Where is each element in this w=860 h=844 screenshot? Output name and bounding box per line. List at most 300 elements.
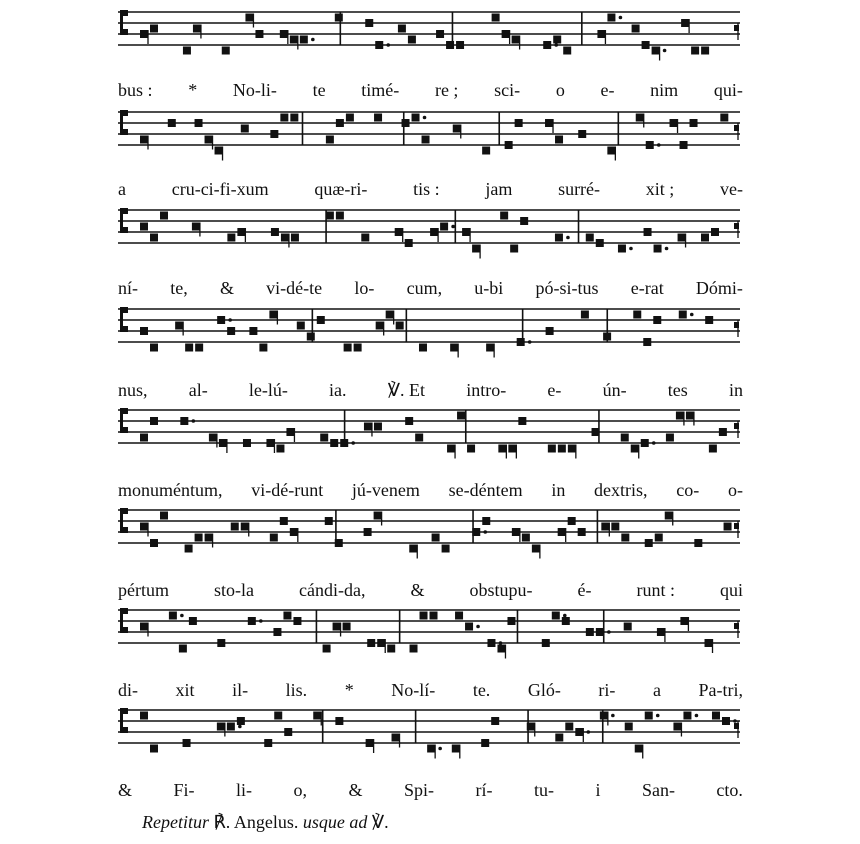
neume-note — [387, 645, 395, 653]
lyric-syllable: te — [312, 79, 326, 100]
neume-note — [701, 234, 709, 242]
neume-note — [720, 114, 728, 122]
neume-note — [645, 712, 653, 720]
neume-note — [558, 528, 566, 536]
neume-note — [603, 333, 611, 341]
neume-note — [193, 25, 201, 33]
mora-dot — [423, 116, 427, 120]
neume-note — [335, 717, 343, 725]
neume-note — [453, 125, 461, 133]
neume-note — [712, 712, 720, 720]
neume-note — [249, 327, 257, 335]
neume-note — [681, 19, 689, 27]
staff-4 — [0, 295, 860, 375]
neume-note — [666, 434, 674, 442]
neume-note — [276, 445, 284, 453]
neume-note — [140, 223, 148, 231]
neume-note — [336, 119, 344, 127]
neume-note — [565, 723, 573, 731]
neume-note — [465, 623, 473, 631]
neume-note — [722, 717, 730, 725]
neume-note — [227, 723, 235, 731]
neume-note — [457, 412, 465, 420]
mora-dot — [586, 730, 590, 734]
neume-note — [398, 25, 406, 33]
neume-note — [601, 523, 609, 531]
staff-7 — [0, 596, 860, 676]
neume-note — [542, 639, 550, 647]
neume-note — [427, 745, 435, 753]
lyric-syllable: ún- — [602, 379, 627, 400]
neume-note — [597, 30, 605, 38]
staff-5 — [0, 396, 860, 476]
lyric-syllable: a — [118, 178, 126, 199]
lyric-syllable: surré- — [558, 178, 601, 199]
neume-note — [670, 119, 678, 127]
mora-dot — [656, 714, 660, 718]
lyric-syllable: cum, — [406, 277, 443, 298]
lyric-syllable: in — [728, 379, 743, 400]
neume-note — [456, 41, 464, 49]
lyric-syllable: No-lí- — [391, 679, 436, 700]
neume-note — [644, 228, 652, 236]
neume-note — [705, 316, 713, 324]
neume-note — [446, 41, 454, 49]
lyric-syllable: é- — [577, 579, 592, 600]
neume-note — [150, 344, 158, 352]
neume-note — [255, 30, 263, 38]
mora-dot — [629, 247, 633, 251]
neume-note — [374, 114, 382, 122]
neume-note — [581, 311, 589, 319]
lyric-syllable: o- — [727, 479, 743, 500]
lyric-syllable: monuméntum, — [118, 479, 223, 500]
neume-note — [654, 245, 662, 253]
lyric-syllable: pó-si-tus — [535, 277, 599, 298]
lyric-syllable: bus : — [118, 79, 153, 100]
neume-note — [205, 136, 213, 144]
mora-dot — [663, 49, 667, 53]
neume-note — [578, 130, 586, 138]
neume-note — [290, 114, 298, 122]
neume-note — [633, 311, 641, 319]
lyric-syllable: cto. — [716, 779, 743, 800]
neume-note — [361, 234, 369, 242]
neume-note — [237, 717, 245, 725]
neume-note — [621, 534, 629, 542]
mora-dot — [351, 441, 355, 445]
neume-note — [520, 217, 528, 225]
lyric-syllable: il- — [232, 679, 249, 700]
neume-note — [522, 534, 530, 542]
lyric-syllable: nim — [650, 79, 679, 100]
neume-note — [546, 327, 554, 335]
neume-note — [160, 212, 168, 220]
neume-note — [169, 612, 177, 620]
lyric-syllable: & — [410, 579, 425, 600]
neume-note — [607, 14, 615, 22]
neume-note — [497, 645, 505, 653]
neume-note — [290, 528, 298, 536]
lyric-syllable: quæ-ri- — [314, 178, 368, 199]
mora-dot — [483, 530, 487, 534]
lyric-syllable: ia. — [329, 379, 347, 400]
staff-2 — [0, 98, 860, 178]
neume-note — [205, 534, 213, 542]
lyric-syllable: le-lú- — [248, 379, 288, 400]
neume-note — [283, 612, 291, 620]
neume-note — [512, 36, 520, 44]
neume-note — [548, 445, 556, 453]
neume-note — [498, 445, 506, 453]
neume-note — [293, 617, 301, 625]
neume-note — [545, 119, 553, 127]
lyric-syllable: vi-dé-runt — [251, 479, 324, 500]
mora-dot — [438, 747, 442, 751]
neume-note — [286, 428, 294, 436]
neume-note — [364, 528, 372, 536]
lyric-syllable: nus, — [118, 379, 148, 400]
neume-note — [217, 639, 225, 647]
neume-note — [168, 119, 176, 127]
neume-note — [645, 539, 653, 547]
neume-note — [555, 136, 563, 144]
neume-note — [447, 445, 455, 453]
neume-note — [192, 223, 200, 231]
neume-note — [330, 439, 338, 447]
mora-dot — [563, 614, 567, 618]
lyric-syllable: jú-venem — [351, 479, 420, 500]
lyric-syllable: in — [551, 479, 566, 500]
mora-dot — [451, 225, 455, 229]
neume-note — [618, 245, 626, 253]
lyric-syllable: Gló- — [527, 679, 561, 700]
neume-note — [492, 14, 500, 22]
neume-note — [487, 639, 495, 647]
neume-note — [500, 212, 508, 220]
neume-note — [215, 147, 223, 155]
neume-note — [326, 136, 334, 144]
neume-note — [209, 434, 217, 442]
lyric-syllable: tu- — [533, 779, 554, 800]
neume-note — [367, 639, 375, 647]
neume-note — [376, 322, 384, 330]
neume-note — [635, 745, 643, 753]
neume-note — [578, 528, 586, 536]
lyric-syllable: Spi- — [403, 779, 434, 800]
neume-note — [405, 239, 413, 247]
neume-note — [562, 617, 570, 625]
lyric-syllable: & — [219, 277, 234, 298]
neume-note — [701, 47, 709, 55]
neume-note — [517, 338, 525, 346]
neume-note — [231, 523, 239, 531]
neume-note — [680, 141, 688, 149]
lyric-syllable: tes — [667, 379, 688, 400]
lyric-syllable: ve- — [720, 178, 743, 199]
mora-dot — [665, 247, 669, 251]
repetition-rubric — [142, 812, 389, 833]
neume-note — [395, 228, 403, 236]
neume-note — [269, 311, 277, 319]
neume-note — [563, 47, 571, 55]
neume-note — [586, 234, 594, 242]
rubric-response-sign: ℟. — [213, 812, 231, 832]
lyric-syllable: Dómi- — [695, 277, 743, 298]
mora-dot — [566, 236, 570, 240]
lyric-syllable: rí- — [475, 779, 493, 800]
lyric-syllable: e- — [547, 379, 562, 400]
lyric-syllable: o, — [293, 779, 307, 800]
neume-note — [641, 439, 649, 447]
lyric-syllable: ní- — [118, 277, 138, 298]
neume-note — [280, 114, 288, 122]
neume-note — [365, 19, 373, 27]
neume-note — [621, 434, 629, 442]
neume-note — [436, 30, 444, 38]
rubric-verse-sign: ℣. — [371, 812, 389, 832]
neume-note — [336, 212, 344, 220]
mora-dot — [311, 38, 315, 42]
neume-note — [510, 245, 518, 253]
lyric-syllable: ri- — [598, 679, 616, 700]
neume-note — [364, 423, 372, 431]
neume-note — [402, 119, 410, 127]
neume-note — [552, 612, 560, 620]
neume-note — [140, 623, 148, 631]
lyric-syllable: xit ; — [645, 178, 675, 199]
neume-note — [657, 628, 665, 636]
neume-note — [297, 322, 305, 330]
neume-note — [410, 645, 418, 653]
neume-note — [636, 114, 644, 122]
mora-dot — [180, 614, 184, 618]
neume-note — [709, 445, 717, 453]
neume-note — [555, 234, 563, 242]
neume-note — [195, 119, 203, 127]
neume-note — [632, 25, 640, 33]
lyric-syllable: * — [344, 679, 354, 700]
neume-note — [679, 311, 687, 319]
neume-note — [491, 717, 499, 725]
neume-note — [217, 723, 225, 731]
neume-note — [150, 234, 158, 242]
mora-dot — [238, 725, 242, 729]
lyric-syllable: Fi- — [173, 779, 195, 800]
neume-note — [631, 445, 639, 453]
lyric-syllable: & — [118, 779, 133, 800]
neume-note — [518, 417, 526, 425]
lyric-syllable: te. — [472, 679, 491, 700]
neume-note — [160, 512, 168, 520]
mora-dot — [619, 16, 623, 20]
neume-note — [150, 539, 158, 547]
lyric-syllable: pértum — [118, 579, 169, 600]
neume-note — [420, 612, 428, 620]
neume-note — [185, 344, 193, 352]
neume-note — [386, 311, 394, 319]
mora-dot — [657, 143, 661, 147]
neume-note — [673, 723, 681, 731]
lyric-syllable: li- — [236, 779, 252, 800]
lyric-syllable: a — [652, 679, 661, 700]
neume-note — [462, 228, 470, 236]
neume-note — [642, 41, 650, 49]
mora-dot — [611, 714, 615, 718]
lyric-syllable: qui- — [713, 79, 743, 100]
lyric-syllable: * — [188, 79, 198, 100]
neume-note — [646, 141, 654, 149]
neume-note — [553, 36, 561, 44]
neume-note — [140, 712, 148, 720]
neume-note — [290, 36, 298, 44]
neume-note — [241, 523, 249, 531]
neume-note — [271, 228, 279, 236]
neume-note — [686, 412, 694, 420]
lyric-syllable: vi-dé-te — [266, 277, 323, 298]
neume-note — [652, 47, 660, 55]
neume-note — [482, 517, 490, 525]
neume-note — [219, 439, 227, 447]
rubric-usque-ad: usque ad — [302, 812, 368, 832]
neume-note — [415, 434, 423, 442]
neume-note — [377, 639, 385, 647]
neume-note — [586, 628, 594, 636]
neume-note — [527, 723, 535, 731]
mora-dot — [528, 340, 532, 344]
mora-dot — [499, 641, 503, 645]
neume-note — [259, 344, 267, 352]
neume-note — [396, 322, 404, 330]
lyric-syllable: cándi-da, — [299, 579, 366, 600]
neume-note — [691, 47, 699, 55]
neume-note — [600, 712, 608, 720]
neume-note — [307, 333, 315, 341]
lyric-syllable: re ; — [434, 79, 459, 100]
neume-note — [676, 412, 684, 420]
neume-note — [313, 712, 321, 720]
neume-note — [430, 612, 438, 620]
neume-note — [558, 445, 566, 453]
neume-note — [665, 512, 673, 520]
neume-note — [150, 745, 158, 753]
neume-note — [481, 739, 489, 747]
neume-note — [335, 14, 343, 22]
neume-note — [532, 545, 540, 553]
neume-note — [683, 712, 691, 720]
mora-dot — [607, 630, 611, 634]
lyric-syllable: cru-ci-fi-xum — [171, 178, 269, 199]
neume-note — [422, 136, 430, 144]
lyric-syllable: obstupu- — [469, 579, 533, 600]
neume-note — [241, 125, 249, 133]
neume-note — [596, 628, 604, 636]
neume-note — [340, 439, 348, 447]
neume-note — [227, 327, 235, 335]
neume-note — [678, 234, 686, 242]
neume-note — [183, 47, 191, 55]
lyric-syllable: jam — [485, 178, 513, 199]
lyric-syllable: qui — [719, 579, 743, 600]
neume-note — [326, 212, 334, 220]
neume-note — [575, 728, 583, 736]
neume-note — [175, 322, 183, 330]
mora-dot — [690, 313, 694, 317]
neume-note — [705, 639, 713, 647]
neume-note — [719, 428, 727, 436]
neume-note — [280, 30, 288, 38]
neume-note — [452, 745, 460, 753]
neume-note — [507, 617, 515, 625]
lyric-syllable: te, — [170, 277, 188, 298]
neume-note — [440, 223, 448, 231]
lyric-syllable: e-rat — [630, 277, 664, 298]
neume-note — [179, 645, 187, 653]
neume-note — [405, 417, 413, 425]
mora-dot — [476, 625, 480, 629]
neume-note — [432, 534, 440, 542]
lyric-syllable: o — [555, 79, 565, 100]
neume-note — [183, 739, 191, 747]
neume-note — [374, 423, 382, 431]
mora-dot — [192, 419, 196, 423]
neume-note — [375, 41, 383, 49]
neume-note — [694, 539, 702, 547]
neume-note — [291, 234, 299, 242]
neume-note — [442, 545, 450, 553]
lyric-syllable: runt : — [636, 579, 675, 600]
neume-note — [596, 239, 604, 247]
neume-note — [280, 517, 288, 525]
neume-note — [270, 130, 278, 138]
lyric-syllable: lis. — [285, 679, 308, 700]
neume-note — [482, 147, 490, 155]
lyric-syllable: se-déntem — [448, 479, 523, 500]
lyric-syllable: xit — [175, 679, 195, 700]
lyric-syllable: u-bi — [474, 277, 504, 298]
rubric-angelus: Angelus. — [233, 812, 299, 832]
lyric-syllable: di- — [118, 679, 138, 700]
neume-note — [195, 534, 203, 542]
neume-note — [455, 612, 463, 620]
neume-note — [450, 344, 458, 352]
neume-note — [150, 25, 158, 33]
neume-note — [354, 344, 362, 352]
lyric-syllable: San- — [641, 779, 675, 800]
neume-note — [270, 534, 278, 542]
lyric-syllable: intro- — [466, 379, 507, 400]
neume-note — [512, 528, 520, 536]
neume-note — [409, 545, 417, 553]
lyric-syllable: timé- — [361, 79, 400, 100]
neume-note — [515, 119, 523, 127]
neume-note — [333, 623, 341, 631]
neume-note — [140, 30, 148, 38]
neume-note — [408, 36, 416, 44]
lyric-line-8 — [118, 778, 743, 802]
mora-dot — [228, 318, 232, 322]
neume-note — [344, 344, 352, 352]
mora-dot — [695, 714, 699, 718]
lyric-syllable: Pa-tri, — [698, 679, 743, 700]
lyric-syllable: sto-la — [214, 579, 254, 600]
neume-note — [284, 728, 292, 736]
neume-note — [274, 712, 282, 720]
mora-dot — [259, 619, 263, 623]
neume-note — [611, 523, 619, 531]
neume-note — [217, 316, 225, 324]
lyric-syllable: i — [595, 779, 601, 800]
